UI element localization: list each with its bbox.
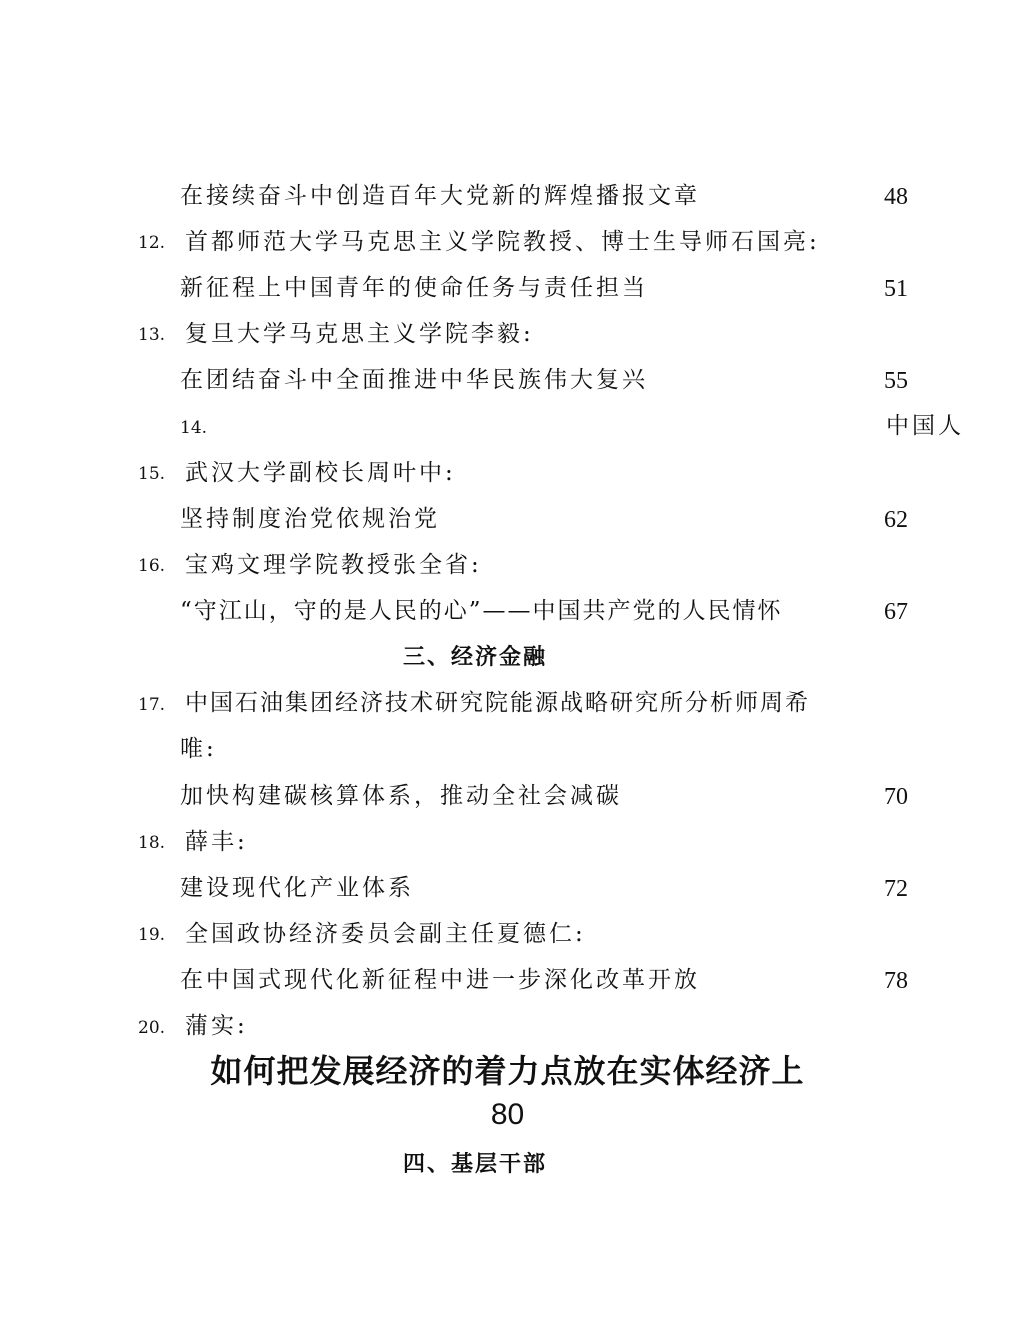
section-heading-grassroots-cadres: 四、基层干部 <box>402 1152 547 1177</box>
entry-19-number: 19. <box>138 925 166 945</box>
entry-12-title: 新征程上中国青年的使命任务与责任担当 <box>180 275 648 301</box>
entry-20-author: 蒲实: <box>185 1013 248 1039</box>
entry-17-author-line1: 中国石油集团经济技术研究院能源战略研究所分析师周希 <box>185 690 810 716</box>
entry-16-number: 16. <box>138 556 166 576</box>
entry-11-page: 48 <box>884 184 908 210</box>
section-heading-economy-finance: 三、经济金融 <box>402 645 547 670</box>
entry-12-number: 12. <box>138 233 166 253</box>
entry-17-page: 70 <box>884 784 908 810</box>
entry-12-author: 首都师范大学马克思主义学院教授、博士生导师石国亮: <box>185 229 820 255</box>
entry-17-number: 17. <box>138 695 166 715</box>
entry-15-author: 武汉大学副校长周叶中: <box>185 460 456 486</box>
entry-16-author: 宝鸡文理学院教授张全省: <box>185 552 482 578</box>
entry-19-author: 全国政协经济委员会副主任夏德仁: <box>185 921 586 947</box>
entry-11-title: 在接续奋斗中创造百年大党新的辉煌播报文章 <box>180 183 700 209</box>
entry-15-page: 62 <box>884 507 908 533</box>
entry-13-author: 复旦大学马克思主义学院李毅: <box>185 321 534 347</box>
entry-15-number: 15. <box>138 464 166 484</box>
entry-20-title: 如何把发展经济的着力点放在实体经济上 <box>210 1052 805 1090</box>
entry-18-page: 72 <box>884 876 908 902</box>
entry-16-title: “守江山，守的是人民的心”——中国共产党的人民情怀 <box>180 598 783 624</box>
entry-19-page: 78 <box>884 968 908 994</box>
entry-13-title: 在团结奋斗中全面推进中华民族伟大复兴 <box>180 367 648 393</box>
entry-14-text: 中国人 <box>886 413 964 439</box>
entry-18-author: 薛丰: <box>185 829 248 855</box>
entry-13-number: 13. <box>138 325 166 345</box>
entry-16-page: 67 <box>884 599 908 625</box>
entry-12-page: 51 <box>884 276 908 302</box>
entry-17-author-line2: 唯: <box>180 736 217 762</box>
entry-18-title: 建设现代化产业体系 <box>180 875 414 901</box>
entry-15-title: 坚持制度治党依规治党 <box>180 506 440 532</box>
entry-13-page: 55 <box>884 368 908 394</box>
entry-14-number: 14. <box>180 418 208 438</box>
entry-20-page: 80 <box>490 1098 525 1131</box>
entry-20-number: 20. <box>138 1018 166 1038</box>
entry-17-title: 加快构建碳核算体系，推动全社会减碳 <box>180 783 622 809</box>
entry-19-title: 在中国式现代化新征程中进一步深化改革开放 <box>180 967 700 993</box>
entry-18-number: 18. <box>138 833 166 853</box>
